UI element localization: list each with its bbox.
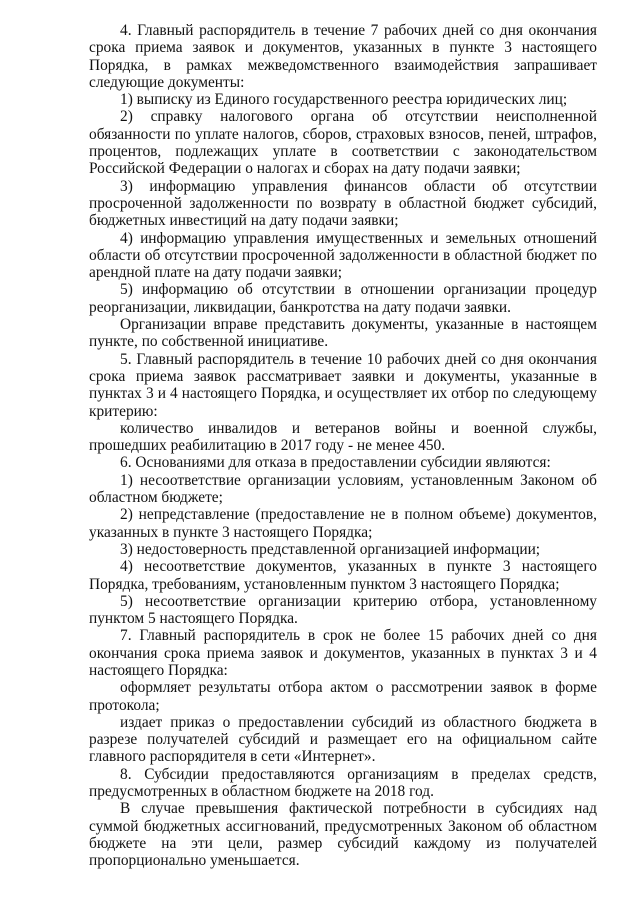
paragraph-sub-5: 5) информацию об отсутствии в отношении организации процедур реорганизации, ликвидации, банкротства на дату подачи заявки. (89, 281, 597, 316)
paragraph-refusal-4: 4) несоответствие документов, указанных в пункте 3 настоящего Порядка, требованиям, установленным пунктом 3 настоящего Порядка; (89, 558, 597, 593)
paragraph-order: издает приказ о предоставлении субсидий из областного бюджета в разрезе получателей субсидий и размещает его на официальном сайте главного распорядителя в сети «Интернет». (89, 713, 597, 766)
paragraph-excess: В случае превышения фактической потребности в субсидиях над суммой бюджетных ассигнований, предусмотренных Законом об областном бюджете на эти цели, размер субсидий каждому из получателей пропорционально уменьшается. (89, 800, 597, 870)
paragraph-sub-3: 3) информацию управления финансов области об отсутствии просроченной задолженности по возврату в областной бюджет субсидий, бюджетных инвестиций на дату подачи заявки; (89, 177, 597, 230)
paragraph-item-7: 7. Главный распорядитель в срок не более 15 рабочих дней со дня окончания срока приема заявок и документов, указанных в пунктах 3 и 4 настоящего Порядка: (89, 627, 597, 679)
paragraph-initiative: Организации вправе представить документы, указанные в настоящем пункте, по собственной инициативе. (89, 316, 597, 351)
paragraph-sub-1: 1) выписку из Единого государственного реестра юридических лиц; (120, 91, 568, 109)
paragraph-criterion: количество инвалидов и ветеранов войны и военной службы, прошедших реабилитацию в 2017 году - не менее 450. (89, 419, 597, 455)
paragraph-item-8: 8. Субсидии предоставляются организациям в пределах средств, предусмотренных в областном бюджете на 2018 год. (89, 765, 597, 801)
paragraph-refusal-5: 5) несоответствие организации критерию отбора, установленному пунктом 5 настоящего Порядка. (89, 592, 597, 628)
document-body (89, 22, 597, 870)
paragraph-refusal-2: 2) непредставление (предоставление не в полном объеме) документов, указанных в пункте 3 настоящего Порядка; (89, 506, 597, 541)
paragraph-refusal-3: 3) недостоверность представленной организацией информации; (120, 540, 541, 558)
paragraph-protocol: оформляет результаты отбора актом о рассмотрении заявок в форме протокола; (89, 679, 597, 714)
paragraph-sub-4: 4) информацию управления имущественных и земельных отношений области об отсутствии просроченной задолженности в областной бюджет по арендной плате на дату подачи заявки; (89, 229, 597, 282)
paragraph-refusal-1: 1) несоответствие организации условиям, установленным Законом об областном бюджете; (89, 471, 597, 507)
paragraph-item-4: 4. Главный распорядитель в течение 7 рабочих дней со дня окончания срока приема заявок и документов, указанных в пункте 3 настоящего Порядка, в рамках межведомственного взаимодействия запрашивает следующие документы: (89, 22, 597, 91)
paragraph-sub-2: 2) справку налогового органа об отсутствии неисполненной обязанности по уплате налогов, сборов, страховых взносов, пеней, штрафов, процентов, подлежащих уплате в соответствии с законодательством Российской Федерации о налогах и сборах на дату подачи заявки; (89, 108, 597, 178)
paragraph-item-6: 6. Основаниями для отказа в предоставлении субсидии являются: (120, 454, 551, 472)
paragraph-item-5: 5. Главный распорядитель в течение 10 рабочих дней со дня окончания срока приема заявок рассматривает заявки и документы, указанные в пунктах 3 и 4 настоящего Порядка, и осуществляет их отбор по следующему критерию: (89, 350, 597, 420)
